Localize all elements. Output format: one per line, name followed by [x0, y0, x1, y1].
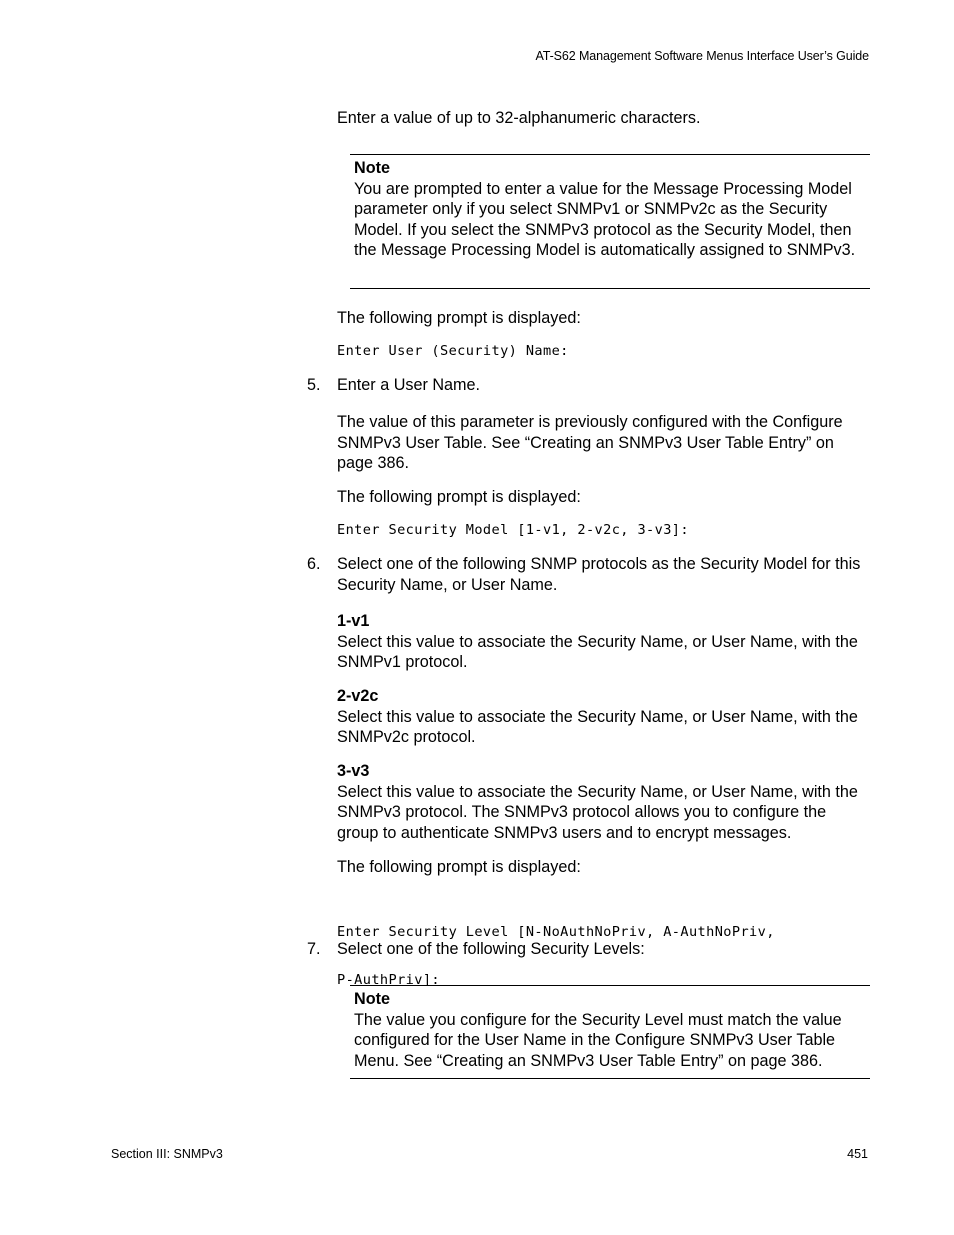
note-box	[350, 154, 870, 289]
option-term: 1-v1	[337, 612, 370, 630]
step-number: 7.	[307, 940, 321, 958]
footer-section: Section III: SNMPv3	[111, 1147, 223, 1161]
option-term: 3-v3	[337, 762, 370, 780]
prompt-intro-paragraph: The following prompt is displayed:	[337, 858, 581, 876]
intro-paragraph: Enter a value of up to 32-alphanumeric characters.	[337, 109, 701, 127]
option-description: Select this value to associate the Security Name, or User Name, with the SNMPv1 protocol.	[337, 632, 858, 671]
prompt-intro-paragraph: The following prompt is displayed:	[337, 488, 581, 506]
code-line: Enter Security Level [N-NoAuthNoPriv, A-AuthNoPriv,	[337, 924, 775, 940]
code-prompt: Enter Security Model [1-v1, 2-v2c, 3-v3]:	[337, 522, 689, 538]
prompt-intro-paragraph: The following prompt is displayed:	[337, 309, 581, 327]
step-number: 6.	[307, 555, 321, 573]
option-term: 2-v2c	[337, 687, 379, 705]
option-description: Select this value to associate the Security Name, or User Name, with the SNMPv3 protocol. The SNMPv3 protocol allows you to configure the group to authenticate SNMPv3 users and to encrypt messages.	[337, 782, 858, 842]
option-entry	[337, 686, 872, 748]
step-number: 5.	[307, 376, 321, 394]
note-heading: Note	[354, 159, 390, 177]
option-entry	[337, 611, 872, 673]
option-description: Select this value to associate the Security Name, or User Name, with the SNMPv2c protocol.	[337, 707, 858, 746]
option-entry	[337, 761, 872, 843]
step-text: Select one of the following Security Levels:	[337, 940, 645, 958]
note-text: You are prompted to enter a value for the Message Processing Model parameter only if you select SNMPv1 or SNMPv2c as the Security Model. If you select the SNMPv3 protocol as the Security Model, then the Message Processing Model is automatically assigned to SNMPv3.	[354, 179, 856, 259]
code-line: P-AuthPriv]:	[337, 972, 441, 988]
page-header-title: AT-S62 Management Software Menus Interface User’s Guide	[535, 49, 869, 63]
note-box	[350, 985, 870, 1079]
note-text: The value you configure for the Security Level must match the value configured for the User Name in the Configure SNMPv3 User Table Menu. See “Creating an SNMPv3 User Table Entry” on page 386.	[354, 1010, 842, 1070]
note-heading: Note	[354, 990, 390, 1008]
code-prompt: Enter User (Security) Name:	[337, 343, 569, 359]
step-detail-paragraph: The value of this parameter is previously configured with the Configure SNMPv3 User Table. See “Creating an SNMPv3 User Table Entry” on page 386.	[337, 413, 843, 472]
footer-page-number: 451	[847, 1147, 868, 1161]
step-text: Enter a User Name.	[337, 376, 481, 394]
step-text: Select one of the following SNMP protocols as the Security Model for this Security Name, or User Name.	[337, 555, 861, 594]
